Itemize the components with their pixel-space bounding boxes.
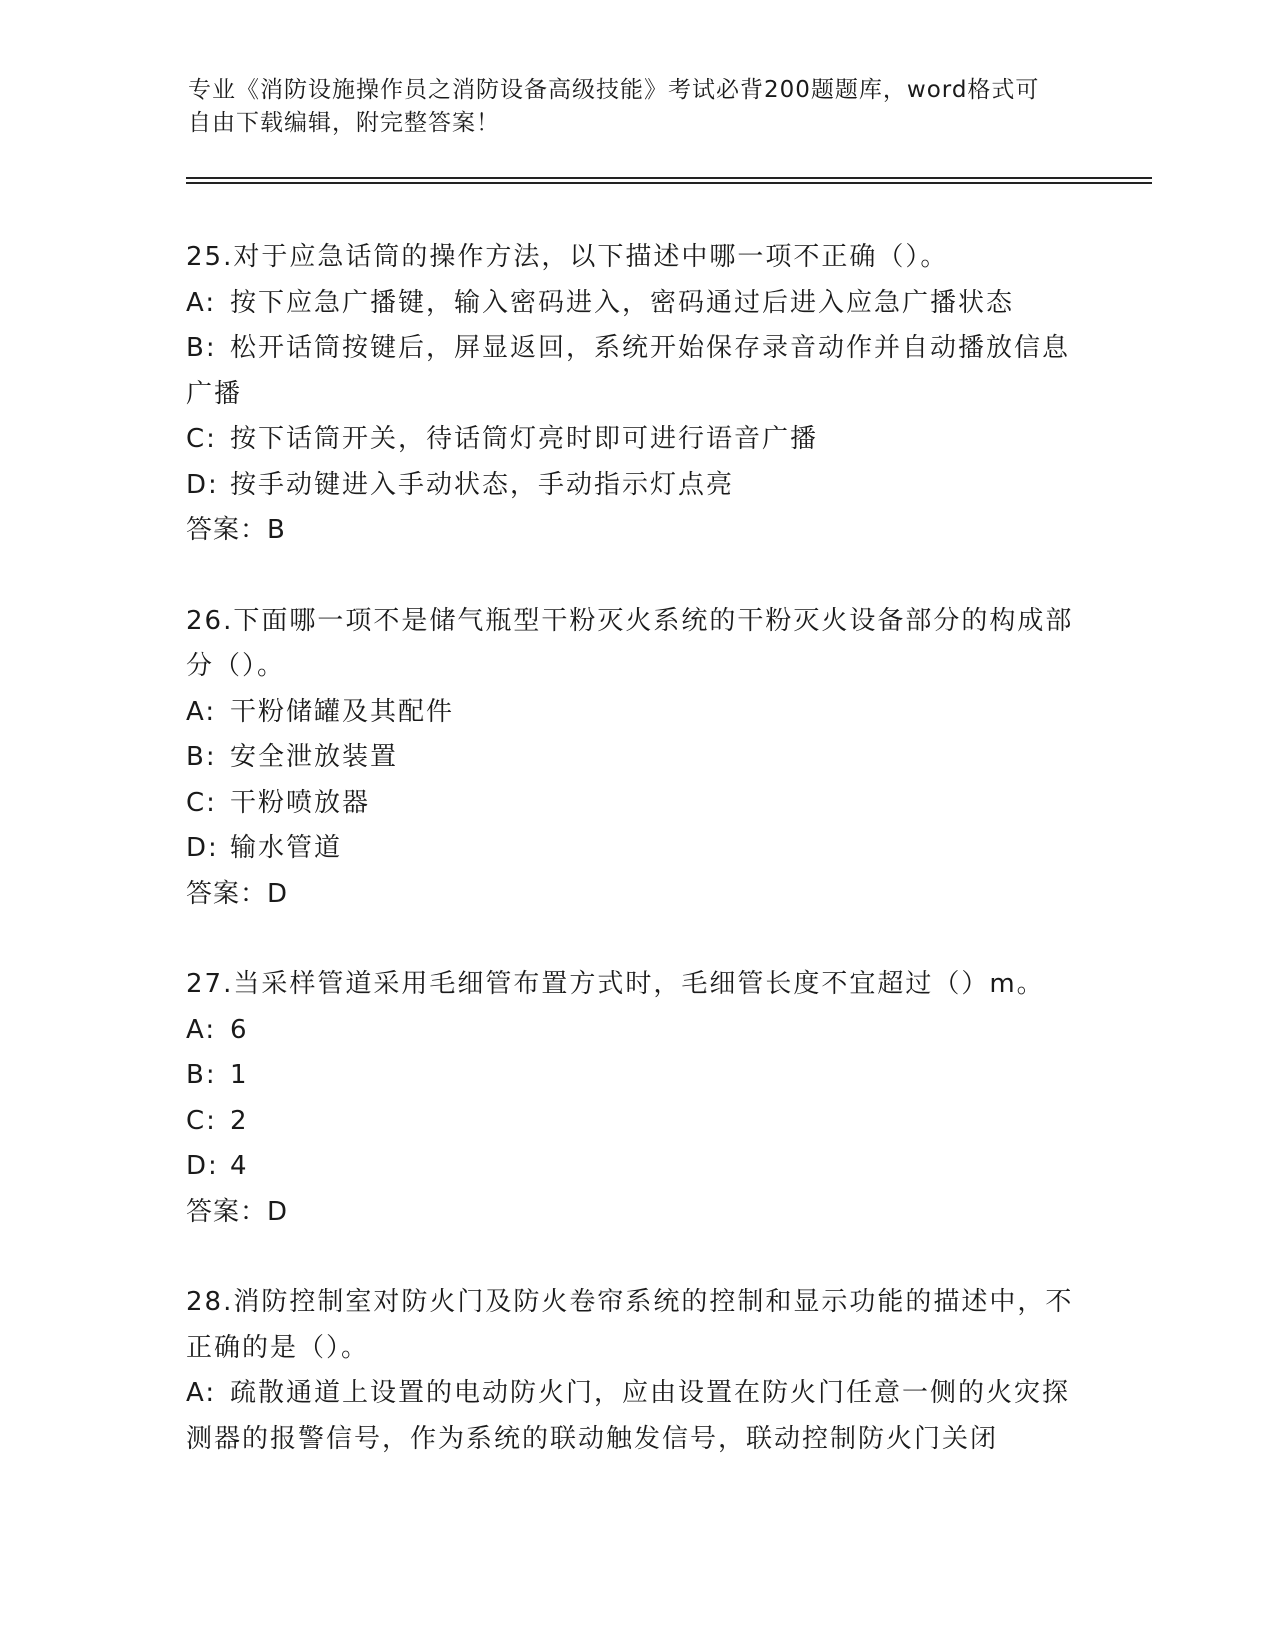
- header-line-2: 自由下载编辑，附完整答案！: [188, 110, 500, 136]
- option-text: 6: [230, 1014, 249, 1045]
- option-key: C:: [186, 787, 217, 818]
- option-text: 安全泄放装置: [230, 742, 399, 772]
- option-text: 按下应急广播键，输入密码进入，密码通过后进入应急广播状态: [230, 287, 1015, 318]
- option-key: D:: [186, 833, 219, 863]
- option-text: 按下话筒开关，待话筒灯亮时即可进行语音广播: [230, 424, 819, 454]
- header-rule-bottom: [186, 182, 1152, 184]
- question-stem: 27.当采样管道采用毛细管布置方式时，毛细管长度不宜超过（）m。: [186, 969, 1045, 999]
- option-key: A:: [186, 1378, 217, 1408]
- option-c: [186, 417, 1076, 463]
- option-a: [186, 281, 1076, 327]
- option-text: 4: [230, 1151, 249, 1181]
- answer-line: 答案：B: [186, 515, 286, 545]
- option-c: [186, 1099, 1076, 1145]
- option-b: [186, 1053, 1076, 1099]
- option-key: C:: [186, 424, 217, 454]
- option-text: 疏散通道上设置的电动防火门，应由设置在防火门任意一侧的火灾探测器的报警信号，作为系统的联动触发信号，联动控制防火门关闭: [186, 1378, 1071, 1454]
- question-list: [186, 235, 1076, 1507]
- option-text: 松开话筒按键后，屏显返回，系统开始保存录音动作并自动播放信息广播: [186, 333, 1071, 409]
- option-a: [186, 690, 1076, 736]
- option-d: [186, 463, 1076, 509]
- option-key: B:: [186, 1060, 217, 1090]
- option-key: B:: [186, 333, 217, 363]
- question-28: [186, 1280, 1076, 1462]
- option-key: A:: [186, 1014, 217, 1045]
- question-stem: 28.消防控制室对防火门及防火卷帘系统的控制和显示功能的描述中，不正确的是（）。: [186, 1287, 1074, 1363]
- option-b: [186, 735, 1076, 781]
- question-25: [186, 235, 1076, 554]
- option-text: 1: [230, 1060, 249, 1090]
- option-a: [186, 1008, 1076, 1054]
- question-stem: 25.对于应急话筒的操作方法，以下描述中哪一项不正确（）。: [186, 242, 949, 272]
- answer-line: 答案：D: [186, 878, 289, 909]
- option-b: [186, 326, 1076, 417]
- question-stem: 26.下面哪一项不是储气瓶型干粉灭火系统的干粉灭火设备部分的构成部分（）。: [186, 605, 1074, 681]
- option-key: C:: [186, 1105, 217, 1136]
- option-d: [186, 826, 1076, 872]
- option-text: 2: [230, 1105, 249, 1136]
- header-line-1: 专业《消防设施操作员之消防设备高级技能》考试必背200题题库，word格式可: [188, 77, 1040, 103]
- option-c: [186, 781, 1076, 827]
- question-26: [186, 599, 1076, 918]
- option-key: A:: [186, 696, 217, 727]
- answer-line: 答案：D: [186, 1196, 289, 1227]
- option-key: B:: [186, 742, 217, 772]
- document-header: [188, 74, 1068, 140]
- question-27: [186, 962, 1076, 1235]
- option-text: 按手动键进入手动状态，手动指示灯点亮: [230, 469, 735, 500]
- header-rule-top: [186, 177, 1152, 179]
- option-key: A:: [186, 287, 217, 318]
- option-key: D:: [186, 469, 219, 500]
- option-text: 干粉储罐及其配件: [230, 696, 455, 727]
- option-key: D:: [186, 1151, 219, 1181]
- option-text: 干粉喷放器: [230, 787, 371, 818]
- option-text: 输水管道: [230, 833, 343, 863]
- option-a: [186, 1371, 1076, 1462]
- option-d: [186, 1144, 1076, 1190]
